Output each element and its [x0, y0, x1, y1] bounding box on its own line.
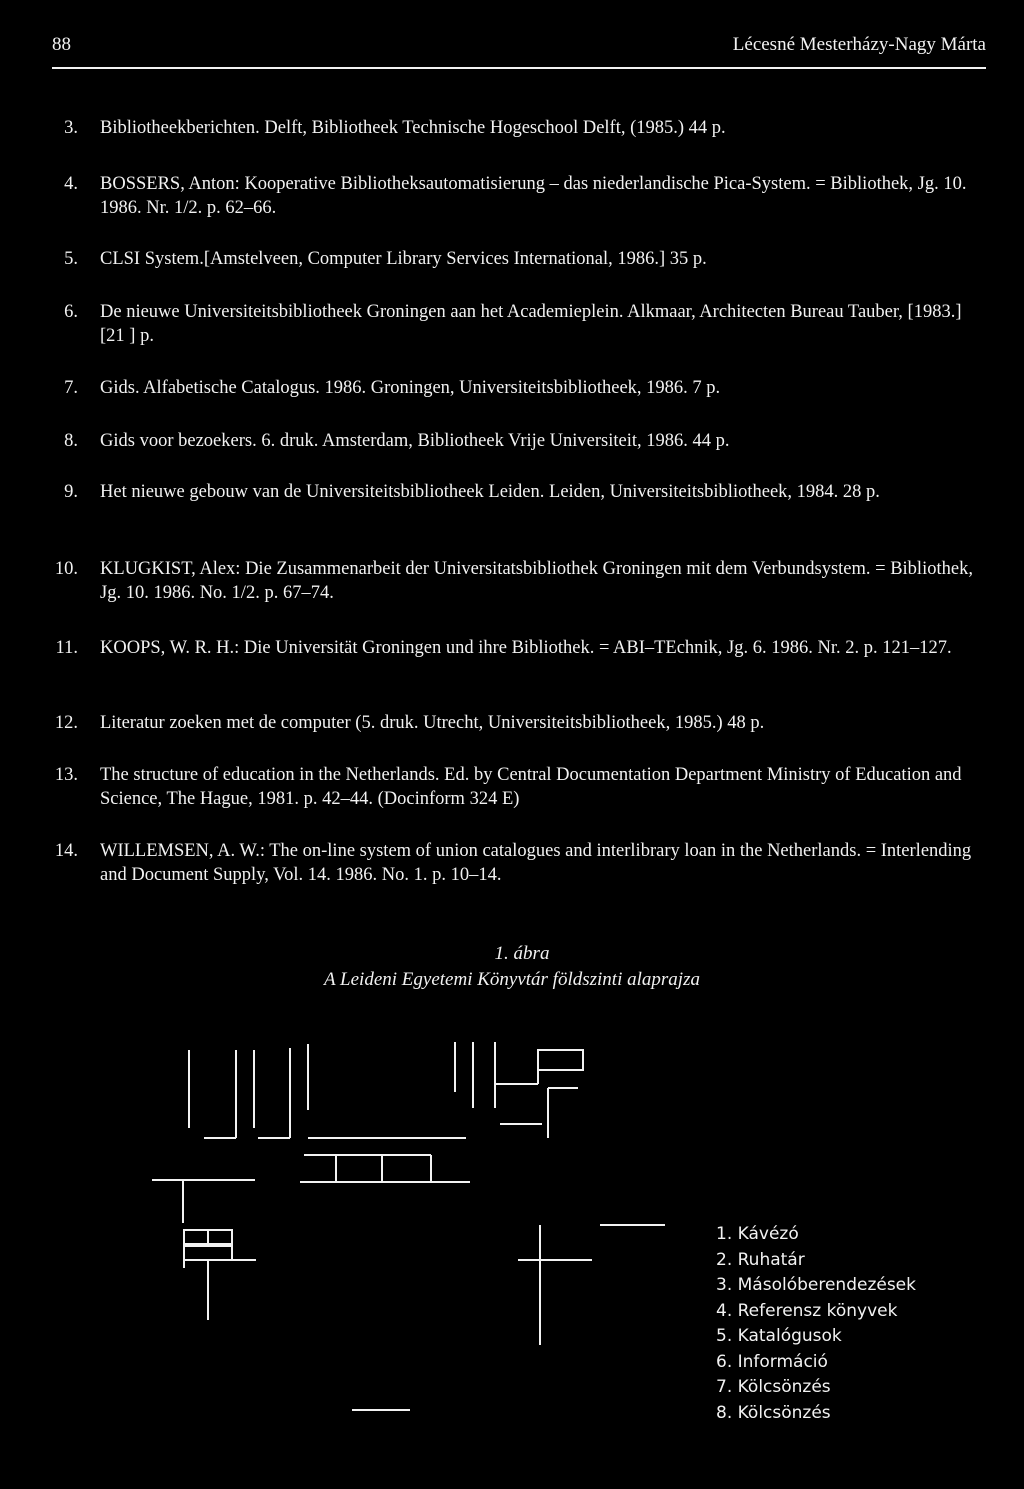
reference-number: 14. — [54, 841, 78, 861]
reference-text: Literatur zoeken met de computer (5. druk. Utrecht, Universiteitsbibliotheek, 1985.) 48 p. — [100, 713, 765, 733]
reference-text: De nieuwe Universiteitsbibliotheek Groningen aan het Academieplein. Alkmaar, Architecten Bureau Tauber, [1983.] [21 ] p. — [100, 302, 962, 346]
reference-number: 10. — [54, 559, 78, 579]
legend-item: 1. Kávézó — [716, 1224, 799, 1244]
reference-item — [38, 636, 988, 660]
reference-item — [38, 376, 988, 400]
reference-number: 13. — [54, 765, 78, 785]
reference-text: KLUGKIST, Alex: Die Zusammenarbeit der Universitatsbibliothek Groningen mit dem Verbundsystem. = Bibliothek, Jg. 10. 1986. No. 1/2. p. 67–74. — [100, 559, 973, 603]
figure-number: 1. ábra — [494, 943, 550, 964]
legend-item: 8. Kölcsönzés — [716, 1402, 831, 1423]
legend-item: 4. Referensz könyvek — [716, 1300, 898, 1321]
reference-item — [38, 763, 988, 811]
reference-text: WILLEMSEN, A. W.: The on-line system of union catalogues and interlibrary loan in the Netherlands. = Interlending and Document Supply, Vol. 14. 1986. No. 1. p. 10–14. — [100, 841, 972, 885]
legend-item: 2. Ruhatár — [716, 1249, 805, 1270]
figure-legend — [716, 1222, 916, 1426]
legend-item: 3. Másolóberendezések — [716, 1275, 916, 1295]
reference-item — [38, 116, 988, 140]
header-rule — [52, 67, 986, 69]
page-number: 88 — [52, 34, 71, 55]
reference-item — [38, 557, 988, 605]
reference-number: 4. — [64, 174, 78, 194]
reference-item — [38, 429, 988, 453]
reference-text: Gids voor bezoekers. 6. druk. Amsterdam, Bibliotheek Vrije Universiteit, 1986. 44 p. — [100, 431, 730, 451]
reference-text: CLSI System.[Amstelveen, Computer Library Services International, 1986.] 35 p. — [100, 249, 707, 269]
reference-item — [38, 480, 988, 504]
reference-text: Gids. Alfabetische Catalogus. 1986. Groningen, Universiteitsbibliotheek, 1986. 7 p. — [100, 378, 721, 398]
reference-number: 7. — [64, 378, 78, 398]
floor-plan-drawing — [140, 1020, 700, 1440]
reference-number: 11. — [55, 638, 78, 658]
reference-text: Bibliotheekberichten. Delft, Bibliotheek Technische Hogeschool Delft, (1985.) 44 p. — [100, 118, 726, 138]
legend-item: 5. Katalógusok — [716, 1326, 842, 1346]
reference-number: 5. — [64, 249, 78, 269]
reference-number: 9. — [64, 482, 78, 502]
reference-item — [38, 711, 988, 735]
legend-item: 6. Információ — [716, 1351, 828, 1372]
reference-number: 3. — [64, 118, 78, 138]
page-header — [52, 34, 986, 62]
reference-item — [38, 247, 988, 271]
reference-number: 12. — [54, 713, 78, 733]
reference-item — [38, 172, 988, 220]
figure-title: A Leideni Egyetemi Könyvtár földszinti alaprajza — [324, 969, 700, 990]
reference-item — [38, 839, 988, 887]
reference-text: Het nieuwe gebouw van de Universiteitsbibliotheek Leiden. Leiden, Universiteitsbibliotheek, 1984. 28 p. — [100, 482, 880, 502]
reference-number: 8. — [64, 431, 78, 451]
reference-text: BOSSERS, Anton: Kooperative Bibliotheksautomatisierung – das niederlandische Pica-System. = Bibliothek, Jg. 10. 1986. Nr. 1/2. p. 62–66. — [100, 174, 967, 218]
legend-item: 7. Kölcsönzés — [716, 1377, 831, 1397]
reference-text: KOOPS, W. R. H.: Die Universität Groningen und ihre Bibliothek. = ABI–TEchnik, Jg. 6. 1986. Nr. 2. p. 121–127. — [100, 638, 952, 658]
running-head: Lécesné Mesterházy-Nagy Márta — [732, 34, 986, 55]
reference-number: 6. — [64, 302, 78, 322]
reference-text: The structure of education in the Netherlands. Ed. by Central Documentation Department Ministry of Education and Science, The Hague, 1981. p. 42–44. (Docinform 324 E) — [100, 765, 962, 809]
reference-item — [38, 300, 988, 348]
